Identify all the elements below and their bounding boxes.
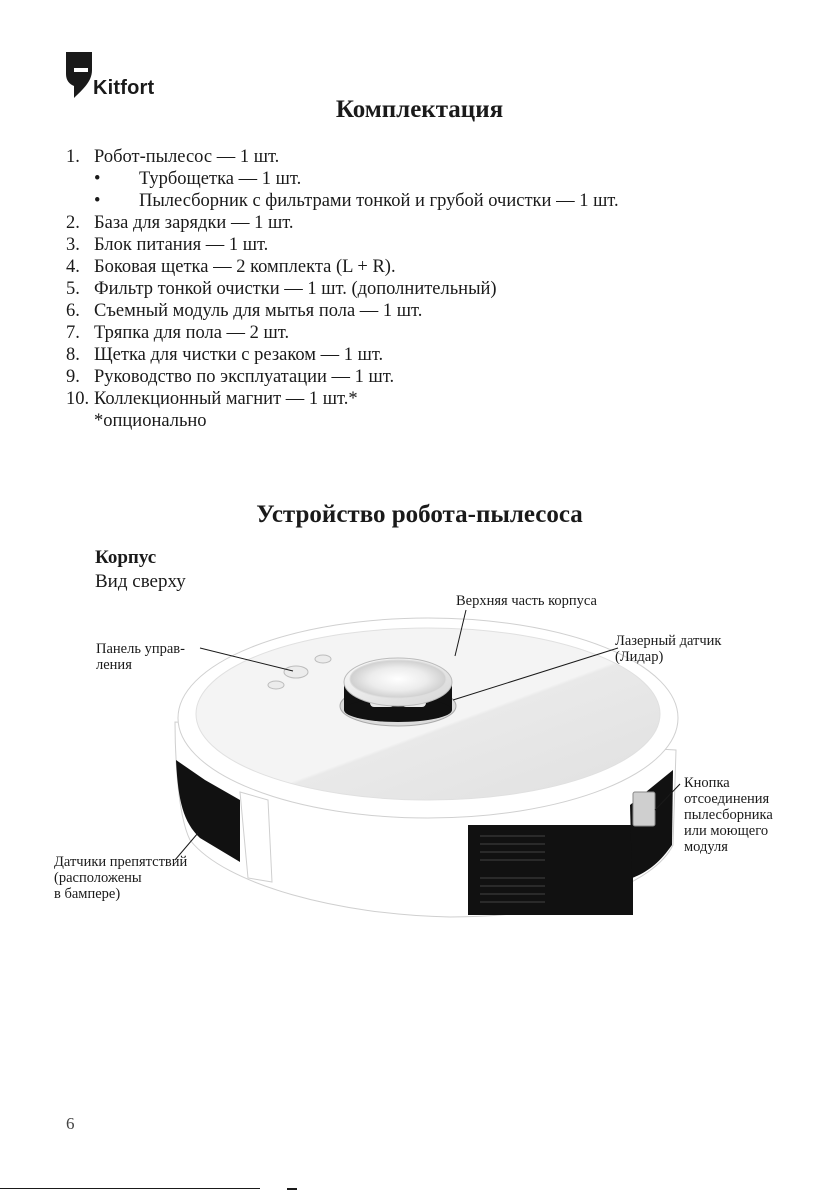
label-lidar: Лазерный датчик (Лидар) [615,633,722,665]
kit-title: Комплектация [335,96,504,123]
footer-rule [0,1188,260,1189]
list-note: *опционально [94,411,207,431]
list-item: 6. Съемный модуль для мытья пола — 1 шт. [66,301,423,321]
list-subitem: • Турбощетка — 1 шт. [94,169,302,189]
list-item: 7. Тряпка для пола — 2 шт. [66,323,290,343]
footer-mark [287,1188,297,1190]
label-top-cover: Верхняя часть корпуса [456,593,597,609]
label-control-panel: Панель управ- ления [96,641,185,673]
list-item: 5. Фильтр тонкой очистки — 1 шт. (дополнительный) [66,279,497,299]
list-subitem: • Пылесборник с фильтрами тонкой и грубой очистки — 1 шт. [94,191,619,211]
page-number: 6 [66,1114,75,1133]
lidar-sensor [340,658,456,726]
section-heading: Корпус [95,547,157,568]
label-release-button: Кнопка отсоединения пылесборника или моющего модуля [684,775,773,855]
label-obstacle-sensors: Датчики препятствий (расположены в бампере) [54,854,188,902]
list-item: 8. Щетка для чистки с резаком — 1 шт. [66,345,384,365]
brand-name: Kitfort [93,77,155,99]
list-item: 2. База для зарядки — 1 шт. [66,213,294,233]
view-caption: Вид сверху [95,571,186,592]
list-item: 4. Боковая щетка — 2 комплекта (L + R). [66,257,396,277]
list-item: 9. Руководство по эксплуатации — 1 шт. [66,367,395,387]
list-item: 10. Коллекционный магнит — 1 шт.* [66,389,358,409]
list-item: 1. Робот-пылесос — 1 шт. [66,147,280,167]
list-item: 3. Блок питания — 1 шт. [66,235,269,255]
device-title: Устройство робота-пылесоса [256,501,583,528]
